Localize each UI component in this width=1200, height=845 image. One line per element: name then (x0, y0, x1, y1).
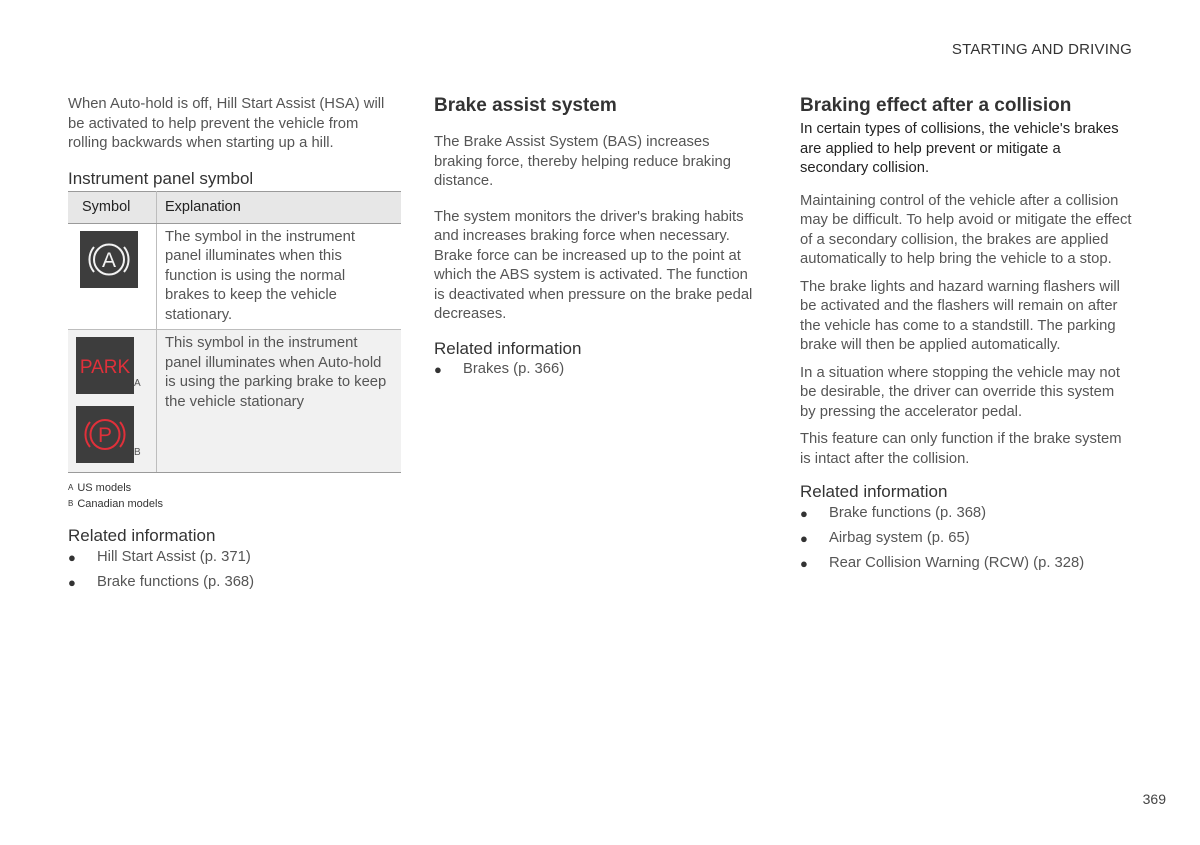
bullet-icon: ● (68, 550, 76, 565)
related-link[interactable]: ● Brakes (p. 366) (434, 360, 764, 380)
bullet-icon: ● (800, 531, 808, 546)
related-link[interactable]: ● Rear Collision Warning (RCW) (p. 328) (800, 554, 1133, 574)
park-brake-icon (76, 337, 134, 394)
icon-marker-a: A (134, 378, 141, 389)
bullet-icon: ● (800, 556, 808, 571)
column-right (800, 95, 1133, 579)
column-middle (434, 95, 764, 385)
table-cell-explanation: This symbol in the instrument panel illuminates when Auto-hold is using the parking brake to keep the vehicle stationary (157, 330, 402, 473)
related-list (68, 548, 401, 593)
icon-marker-b: B (134, 447, 141, 458)
parking-brake-p-icon (76, 406, 134, 463)
paragraph: The brake lights and hazard warning flashers will be activated and the flashers will remain on after the vehicle has come to a standstill. The parking brake will then be applied automatically. (800, 278, 1120, 353)
auto-hold-a-icon (80, 231, 138, 288)
parking-brake-letter: P (97, 424, 113, 447)
section-header: STARTING AND DRIVING (951, 41, 1132, 58)
table-cell-explanation: The symbol in the instrument panel illuminates when this function is using the normal brakes to keep the vehicle stationary. (157, 223, 402, 330)
section-heading: Braking effect after a collision (800, 95, 1072, 116)
related-heading: Related information (68, 526, 216, 545)
related-list (800, 504, 1133, 574)
intro-paragraph: When Auto-hold is off, Hill Start Assist (HSA) will be activated to help prevent the vehicle from rolling backwards when starting up a hill. (68, 96, 385, 151)
paragraph: In a situation where stopping the vehicle may not be desirable, the driver can override this system by pressing the accelerator pedal. (800, 364, 1120, 420)
paragraph: Maintaining control of the vehicle after a collision may be difficult. To help avoid or mitigate the effect of a secondary collision, the brakes are applied automatically to help bring the vehicle to a stop. (800, 192, 1132, 267)
paragraph: The system monitors the driver's braking habits and increases braking force when necessary. Brake force can be increased up to the point at which the ABS system is activated. The function is deactivated when pressure on the brake pedal decreases. (434, 208, 753, 322)
related-heading: Related information (800, 482, 948, 501)
page-number: 369 (1142, 791, 1166, 807)
paragraph: This feature can only function if the brake system is intact after the collision. (800, 431, 1122, 467)
table-heading: Instrument panel symbol (68, 168, 254, 188)
footnote: $^B$ Canadian models (68, 498, 163, 510)
auto-hold-letter: A (101, 248, 117, 272)
related-list (434, 360, 764, 380)
related-heading: Related information (434, 338, 582, 358)
bullet-icon: ● (434, 361, 442, 377)
related-link[interactable]: ● Hill Start Assist (p. 371) (68, 548, 401, 568)
table-row (68, 330, 401, 473)
related-link[interactable]: ● Airbag system (p. 65) (800, 529, 1133, 549)
paragraph: The Brake Assist System (BAS) increases braking force, thereby helping reduce braking distance. (434, 134, 731, 189)
footnote: $^A$ US models (68, 482, 132, 494)
table-row (68, 223, 401, 330)
footnotes (68, 480, 401, 512)
table-header-row (68, 191, 401, 223)
bullet-icon: ● (800, 506, 808, 521)
park-text: PARK (79, 357, 131, 378)
bullet-icon: ● (68, 575, 76, 590)
column-left (68, 95, 401, 598)
related-link[interactable]: ● Brake functions (p. 368) (68, 573, 401, 593)
symbol-table (68, 191, 401, 474)
column-header-explanation: Explanation (157, 191, 402, 223)
related-link[interactable]: ● Brake functions (p. 368) (800, 504, 1133, 524)
section-heading: Brake assist system (434, 95, 617, 116)
lead-paragraph: In certain types of collisions, the vehicle's brakes are applied to help prevent or mitigate a secondary collision. (800, 121, 1119, 176)
column-header-symbol: Symbol (68, 191, 157, 223)
